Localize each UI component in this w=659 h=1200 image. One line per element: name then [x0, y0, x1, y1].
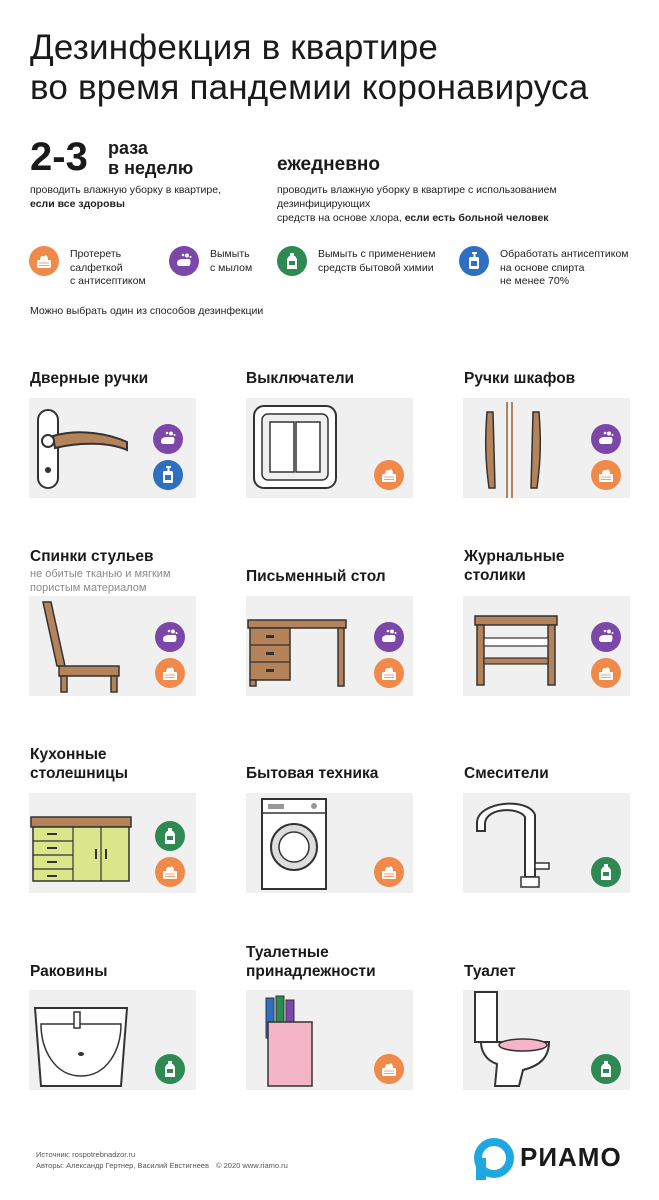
wipes-icon: [155, 658, 185, 688]
chemicals-icon: [155, 1054, 185, 1084]
item-title-line-1: Журнальные: [464, 548, 565, 565]
chemicals-icon: [155, 821, 185, 851]
healthy-condition: если все здоровы: [30, 198, 125, 210]
wipes-icon: [374, 857, 404, 887]
method-wipes: [70, 248, 146, 289]
method-chemicals: [318, 248, 436, 275]
item-title-line-2: столики: [464, 567, 526, 584]
soap-icon: [155, 622, 185, 652]
soap-icon: [169, 246, 199, 276]
card-door-handles: [29, 398, 196, 498]
chemicals-icon: [591, 1054, 621, 1084]
wipes-icon: [374, 658, 404, 688]
card-chair-backs: [29, 596, 196, 696]
card-faucets: [463, 793, 630, 893]
chemicals-icon: [591, 857, 621, 887]
footer-copyright: © 2020 www.riamo.ru: [216, 1161, 288, 1170]
wipes-icon: [374, 460, 404, 490]
item-subtitle: [30, 567, 171, 595]
card-switches: [246, 398, 413, 498]
method-wipes-line-3: с антисептиком: [70, 275, 146, 287]
item-title-line-2: столешницы: [30, 765, 128, 782]
healthy-description-line-1: проводить влажную уборку в квартире,: [30, 184, 221, 196]
chemicals-icon: [277, 246, 307, 276]
card-toiletries: [246, 990, 413, 1090]
frequency-daily: ежедневно: [277, 154, 380, 175]
sick-description-line-1: проводить влажную уборку в квартире с использованием дезинфицирующих: [277, 184, 557, 210]
title-line-2: во время пандемии коронавируса: [30, 68, 589, 107]
card-kitchen-countertops: [29, 793, 196, 893]
method-alcohol: [500, 248, 629, 289]
wipes-icon: [374, 1054, 404, 1084]
item-title-line-1: Туалетные: [246, 944, 329, 961]
alcohol-antiseptic-icon: [459, 246, 489, 276]
sick-description-line-2: средств на основе хлора,: [277, 212, 402, 224]
frequency-unit: [108, 138, 193, 178]
item-title: Дверные ручки: [30, 370, 149, 387]
card-coffee-tables: [463, 596, 630, 696]
healthy-description: [30, 183, 221, 211]
frequency-unit-line-2: в неделю: [108, 158, 194, 178]
card-sinks: [29, 990, 196, 1090]
wipes-icon: [29, 246, 59, 276]
item-title: Выключатели: [246, 370, 355, 387]
soap-icon: [153, 424, 183, 454]
title-line-1: Дезинфекция в квартире: [30, 28, 439, 67]
wipes-icon: [155, 857, 185, 887]
soap-icon: [591, 622, 621, 652]
page-title: [30, 28, 588, 108]
card-cabinet-handles: [463, 398, 630, 498]
footer-authors: Авторы: Александр Гертнер, Василий Евстигнеев: [36, 1161, 209, 1170]
footer-source: Источник: rospotrebnadzor.ru: [36, 1150, 136, 1159]
item-title: [246, 943, 376, 981]
item-subtitle-line-2: пористым материалом: [30, 582, 147, 594]
item-title: Письменный стол: [246, 568, 386, 585]
item-title: Спинки стульев: [30, 548, 154, 565]
card-desk: [246, 596, 413, 696]
card-appliances: [246, 793, 413, 893]
frequency-number: 2-3: [30, 135, 88, 179]
item-title: [30, 745, 128, 783]
method-alcohol-line-3: не менее 70%: [500, 275, 570, 287]
method-alcohol-line-2: на основе спирта: [500, 261, 585, 274]
method-chemicals-line-1: Вымыть с применением: [318, 248, 436, 260]
method-soap: [210, 248, 252, 275]
card-toilet: [463, 990, 630, 1090]
soap-icon: [591, 424, 621, 454]
item-title: [464, 547, 564, 585]
method-soap-line-1: Вымыть: [210, 248, 250, 260]
soap-icon: [374, 622, 404, 652]
alcohol-antiseptic-icon: [153, 460, 183, 490]
wipes-icon: [591, 658, 621, 688]
item-title: Раковины: [30, 963, 108, 980]
hint-text: Можно выбрать один из способов дезинфекции: [30, 305, 264, 317]
method-alcohol-line-1: Обработать антисептиком: [500, 248, 629, 260]
method-chemicals-line-2: средств бытовой химии: [318, 261, 434, 274]
sick-description: [277, 183, 652, 225]
item-title: Смесители: [464, 765, 549, 782]
frequency-unit-line-1: раза: [108, 138, 148, 158]
item-title-line-2: принадлежности: [246, 963, 376, 980]
item-title: Бытовая техника: [246, 765, 379, 782]
method-wipes-line-1: Протереть: [70, 248, 122, 260]
wipes-icon: [591, 460, 621, 490]
item-subtitle-line-1: не обитые тканью и мягким: [30, 568, 171, 580]
riamo-logo-icon: [474, 1138, 518, 1182]
method-soap-line-2: с мылом: [210, 261, 253, 274]
riamo-logo-text: РИАМО: [520, 1142, 622, 1172]
sick-condition: если есть больной человек: [404, 212, 549, 224]
item-title: Туалет: [464, 963, 516, 980]
item-title: Ручки шкафов: [464, 370, 576, 387]
item-title-line-1: Кухонные: [30, 746, 107, 763]
method-wipes-line-2: салфеткой: [70, 261, 123, 274]
